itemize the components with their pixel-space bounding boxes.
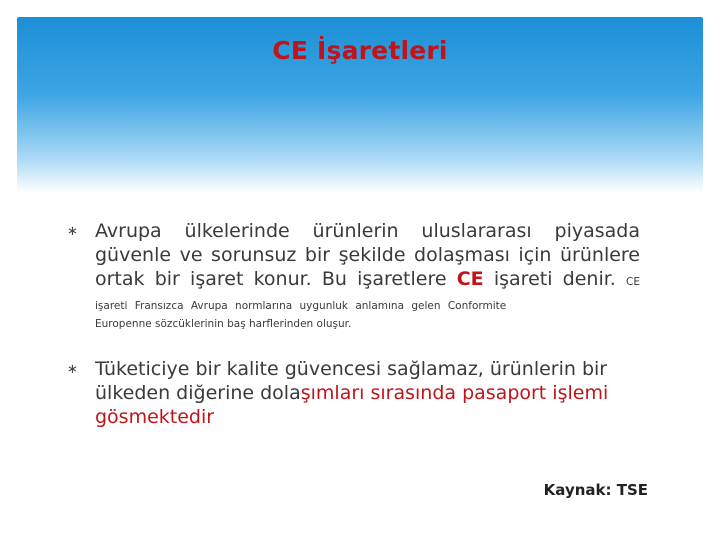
bullet-paragraph-1 <box>95 219 640 331</box>
slide-title: CE İşaretleri <box>272 36 448 65</box>
ce-highlight: CE <box>456 268 484 290</box>
ce-note-line-2: Europenne sözcüklerinin baş harflerinden oluşur. <box>95 318 352 330</box>
paragraph-2-text: Tüketiciye bir kalite güvencesi sağlamaz, ürünlerin bir ülkeden diğerine dola <box>95 358 608 404</box>
paragraph-1-text: Avrupa ülkelerinde ürünlerin uluslararası piyasada güvenle ve sorunsuz bir şekilde dolaşması için ürünlere ortak bir işaret konur. Bu işaretlere <box>95 220 640 290</box>
paragraph-1-text-end: işareti denir. <box>483 268 616 290</box>
bullet-paragraph-2 <box>95 357 640 429</box>
paragraph-2-red-text: şımları sırasında pasaport işlemi gösmektedir <box>95 382 609 428</box>
ce-note-line-1: CE işareti Fransızca Avrupa normlarına uygunluk anlamına gelen Conformite <box>95 276 640 312</box>
bullet-icon: ∗ <box>67 362 78 377</box>
bullet-icon: ∗ <box>67 224 78 239</box>
source-label: Kaynak: TSE <box>543 481 648 499</box>
